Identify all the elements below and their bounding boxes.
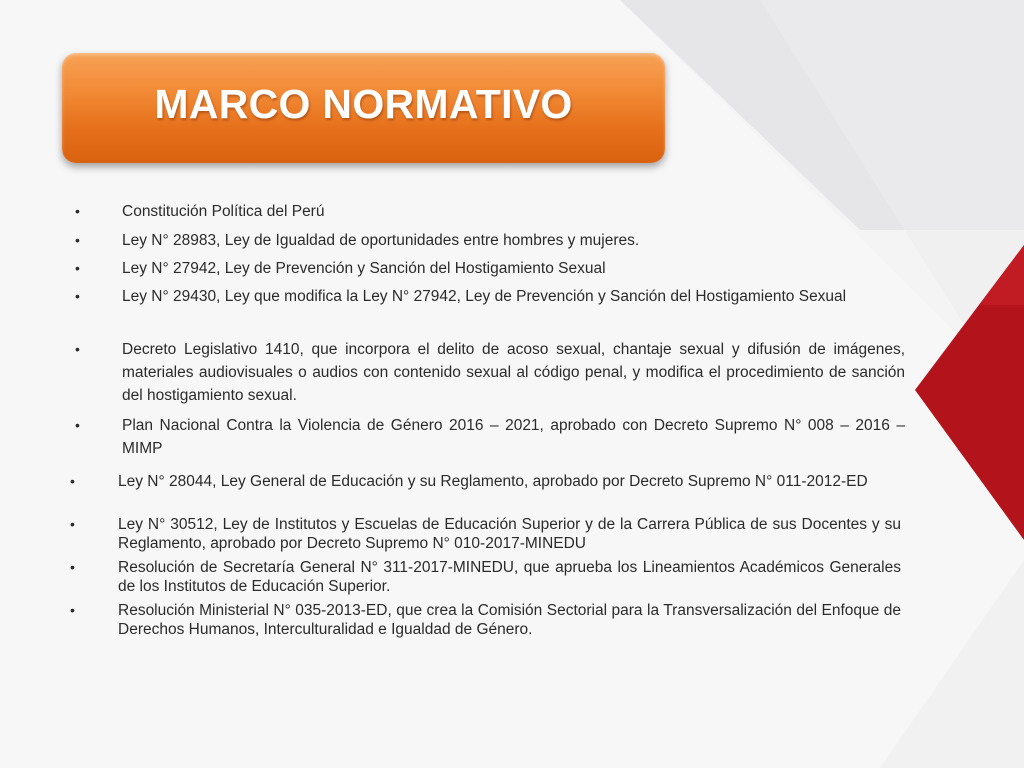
- list-item-text: Decreto Legislativo 1410, que incorpora el delito de acoso sexual, chantaje sexual y difusión de imágenes, materiales audiovisuales o audios con contenido sexual al código penal, y modifica el procedimiento de sanción del hostigamiento sexual.: [122, 341, 905, 404]
- list-item: [75, 414, 905, 460]
- title-banner: [62, 53, 665, 163]
- bullet: •: [75, 260, 80, 276]
- bullet: •: [70, 473, 75, 489]
- list-item: [75, 338, 905, 407]
- list-item: [75, 229, 905, 252]
- bullet: •: [75, 232, 80, 248]
- bullet: •: [70, 602, 75, 618]
- page-title: MARCO NORMATIVO: [154, 80, 573, 127]
- list-item: [75, 257, 905, 280]
- list-item-text: Plan Nacional Contra la Violencia de Género 2016 – 2021, aprobado con Decreto Supremo N° 008 – 2016 – MIMP: [122, 417, 905, 457]
- list-item: [70, 601, 901, 639]
- list-item-text: Resolución de Secretaría General N° 311-2017-MINEDU, que aprueba los Lineamientos Académicos Generales de los Institutos de Educación Superior.: [118, 559, 901, 595]
- bullet: •: [75, 288, 80, 304]
- list-item-text: Ley N° 29430, Ley que modifica la Ley N° 27942, Ley de Prevención y Sanción del Hostigamiento Sexual: [122, 288, 847, 305]
- bullet: •: [75, 341, 80, 357]
- bullet: •: [75, 203, 80, 219]
- list-item-text: Constitución Política del Perú: [122, 203, 325, 220]
- list-item-text: Ley N° 28044, Ley General de Educación y su Reglamento, aprobado por Decreto Supremo N° 011-2012-ED: [118, 473, 868, 490]
- list-item: [70, 515, 901, 553]
- list-item: [70, 558, 901, 596]
- bullet: •: [70, 559, 75, 575]
- list-item-text: Ley N° 30512, Ley de Institutos y Escuelas de Educación Superior y de la Carrera Pública de sus Docentes y su Reglamento, aprobado por Decreto Supremo N° 010-2017-MINEDU: [118, 516, 901, 552]
- list-item-text: Ley N° 28983, Ley de Igualdad de oportunidades entre hombres y mujeres.: [122, 232, 640, 249]
- list-item: [75, 285, 905, 308]
- list-item: [75, 200, 905, 223]
- list-item-text: Ley N° 27942, Ley de Prevención y Sanción del Hostigamiento Sexual: [122, 260, 606, 277]
- list-item: [70, 472, 901, 491]
- bullet: •: [70, 516, 75, 532]
- bullet: •: [75, 417, 80, 433]
- list-item-text: Resolución Ministerial N° 035-2013-ED, que crea la Comisión Sectorial para la Transversalización del Enfoque de Derechos Humanos, Interculturalidad e Igualdad de Género.: [118, 602, 901, 638]
